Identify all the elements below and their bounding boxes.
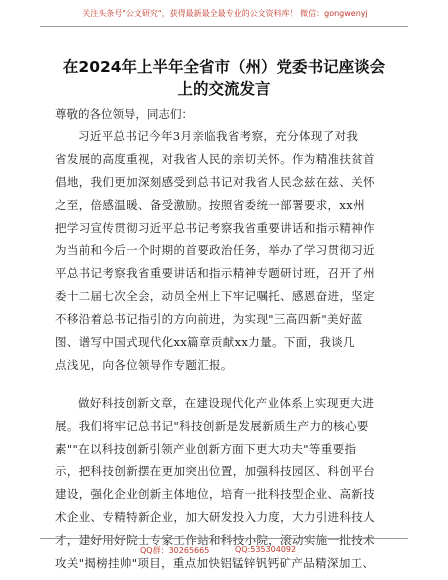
text-line: 为当前和今后一个时期的首要政治任务，举办了学习贯彻习近 — [55, 243, 375, 258]
footer-qq-group: QQ群：30265665 — [140, 546, 210, 555]
text-line: 攻关"揭榜挂帅"项目，重点加快铝锰锌钒钙矿产品精深加工、 — [55, 556, 375, 571]
body-text — [55, 125, 395, 575]
text-line: 素""在以科技创新引领产业创新方面下更大功夫"等重要指 — [55, 441, 357, 456]
text-line: 平总书记考察我省重要讲话和指示精神专题研讨班，召开了州 — [55, 266, 375, 281]
text-line: 委十二届七次全会，动员全州上下牢记嘱托、感恩奋进，坚定 — [55, 289, 375, 304]
text-line: 不移沿着总书记指引的方向前进，为实现"三高四新"美好蓝 — [55, 312, 363, 327]
text-line: 习近平总书记今年3月亲临我省考察，充分体现了对我 — [78, 129, 359, 143]
text-line: 把学习宣传贯彻习近平总书记考察我省重要讲话和指示精神作 — [55, 220, 375, 235]
footer-divider — [40, 538, 408, 539]
text-line: 才，建好用好院士专家工作站和科技小院，滚动实施一批技术 — [55, 533, 375, 548]
text-line: 示，把科技创新摆在更加突出位置，加强科技园区、科创平台 — [55, 464, 375, 479]
footer-qq-contact: QQ:535304092 — [235, 545, 297, 554]
header-banner: 关注头条号"公文研究"，获得最新最全最专业的公文资料库！ 微信：gongwenyj — [82, 9, 368, 18]
page-title — [40, 56, 408, 100]
title-line-1: 在2024年上半年全省市（州）党委书记座谈会 — [62, 58, 386, 76]
text-line: 建设，强化企业创新主体地位，培育一批科技型企业、高新技 — [55, 487, 375, 502]
text-line: 之至，倍感温暖、备受激励。按照省委统一部署要求，xx州 — [55, 197, 365, 212]
text-line: 省发展的高度重视，对我省人民的亲切关怀。作为精准扶贫首 — [55, 151, 375, 166]
header-divider — [40, 26, 408, 27]
text-line: 术企业、专精特新企业，加大研发投入力度，大力引进科技人 — [55, 510, 375, 525]
text-line: 展。我们将牢记总书记"科技创新是发展新质生产力的核心要 — [55, 418, 369, 433]
title-line-2: 上的交流发言 — [177, 80, 271, 98]
text-line: 做好科技创新文章，在建设现代化产业体系上实现更大进 — [78, 395, 375, 410]
text-line: 图、谱写中国式现代化xx篇章贡献xx力量。下面，我谈几 — [55, 335, 355, 350]
text-line: 倡地，我们更加深刻感受到总书记对我省人民念兹在兹、关怀 — [55, 174, 375, 189]
salutation: 尊敬的各位领导，同志们： — [55, 107, 193, 121]
text-line: 点浅见，向各位领导作专题汇报。 — [55, 357, 233, 372]
